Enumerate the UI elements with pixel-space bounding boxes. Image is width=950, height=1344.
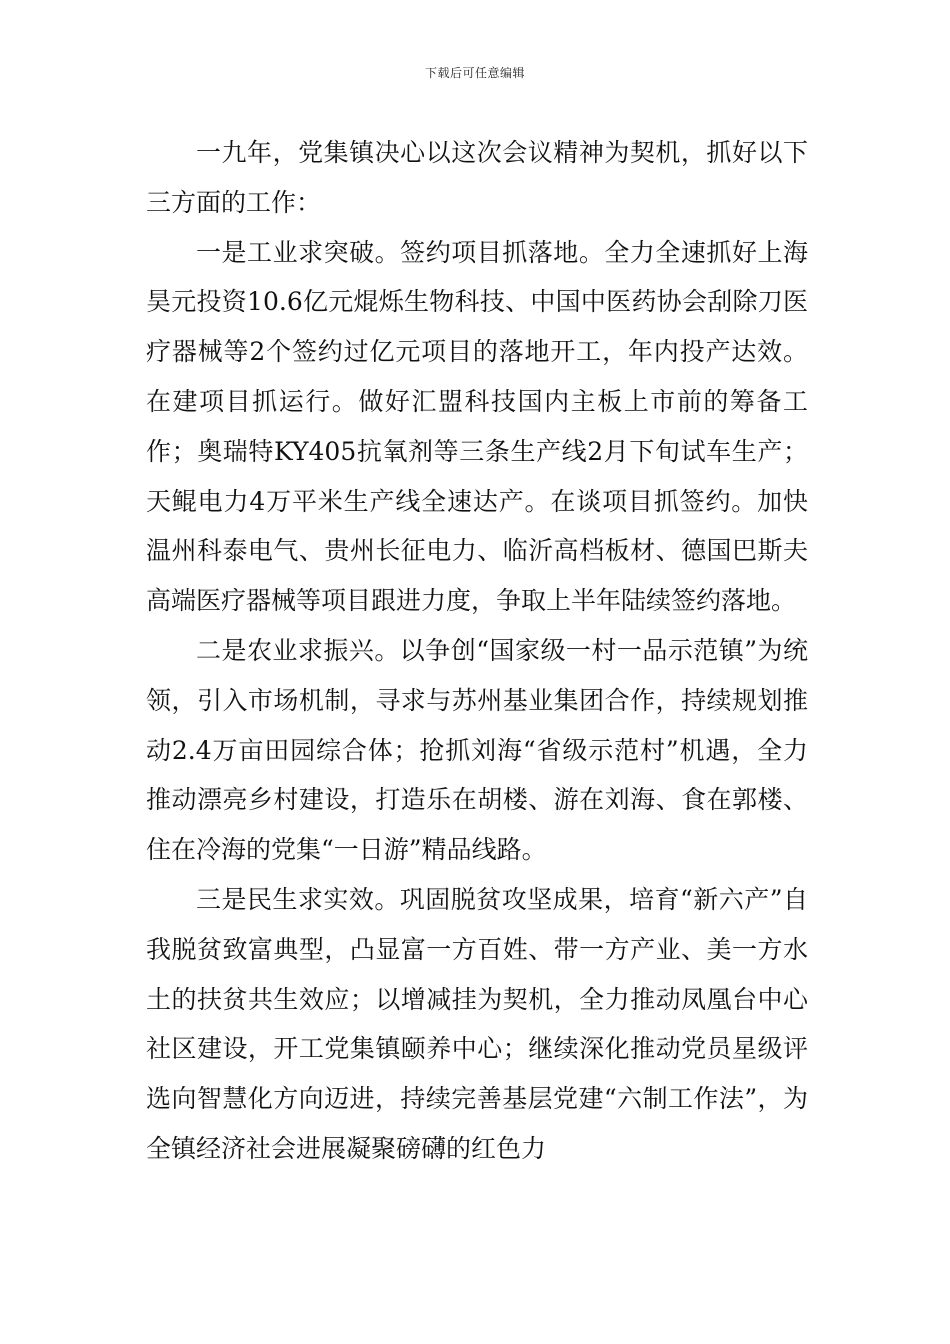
paragraph-intro: 一九年，党集镇决心以这次会议精神为契机，抓好以下三方面的工作： — [146, 138, 808, 217]
paragraph-livelihood: 三是民生求实效。巩固脱贫攻坚成果，培育“新六产”自我脱贫致富典型，凸显富一方百姓、带一方产业、美一方水土的扶贫共生效应；以增减挂为契机，全力推动凤凰台中心社区建设，开工党集镇颐养中心；继续深化推动党员星级评选向智慧化方向迈进，持续完善基层党建“六制工作法”，为全镇经济社会进展凝聚磅礴的红色力 — [146, 884, 808, 1163]
document-body — [146, 128, 808, 1174]
paragraph-agriculture: 二是农业求振兴。以争创“国家级一村一品示范镇”为统领，引入市场机制，寻求与苏州基业集团合作，持续规划推动2.4万亩田园综合体；抢抓刘海“省级示范村”机遇，全力推动漂亮乡村建设，打造乐在胡楼、游在刘海、食在郭楼、住在冷海的党集“一日游”精品线路。 — [146, 635, 808, 865]
page-header: 下载后可任意编辑 — [424, 66, 525, 80]
paragraph-industry: 一是工业求突破。签约项目抓落地。全力全速抓好上海昊元投资10.6亿元焜烁生物科技、中国中医药协会刮除刀医疗器械等2个签约过亿元项目的落地开工，年内投产达效。在建项目抓运行。做好汇盟科技国内主板上市前的筹备工作；奥瑞特KY405抗氧剂等三条生产线2月下旬试车生产；天鲲电力4万平米生产线全速达产。在谈项目抓签约。加快温州科泰电气、贵州长征电力、临沂高档板材、德国巴斯夫高端医疗器械等项目跟进力度，争取上半年陆续签约落地。 — [146, 237, 808, 616]
